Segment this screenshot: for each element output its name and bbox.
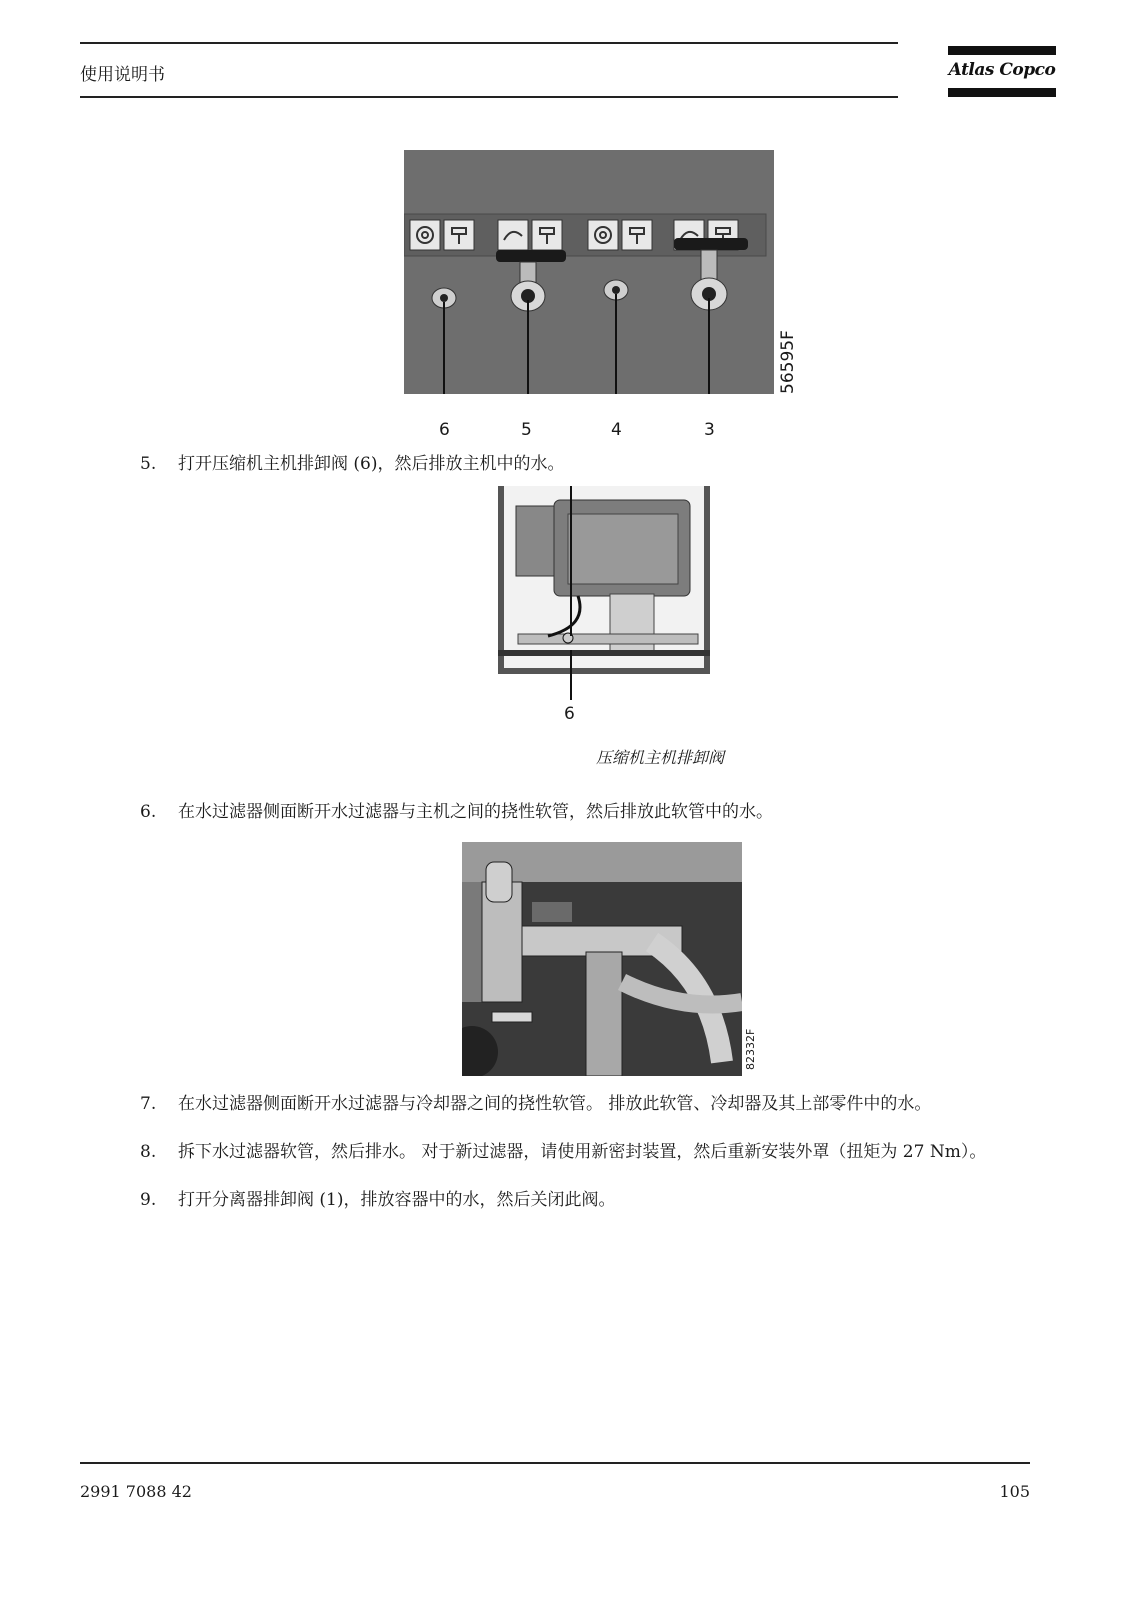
step-7 [140, 1093, 1040, 1137]
drain-valves-illustration [404, 150, 774, 394]
step-number: 5. [140, 454, 157, 474]
step-number: 7. [140, 1094, 157, 1114]
step-number: 9. [140, 1190, 157, 1210]
drain-valves-figure [404, 150, 774, 394]
figure1-code: 56595F [778, 330, 798, 394]
step-8 [140, 1141, 1040, 1185]
atlas-copco-logo [948, 46, 1056, 100]
compressor-drain-illustration [498, 486, 710, 674]
callout-3: 3 [704, 420, 715, 440]
figure2-callout-6: 6 [564, 704, 575, 724]
step-text: 拆下水过滤器软管，然后排水。 对于新过滤器，请使用新密封装置，然后重新安装外罩（扭矩为 27 Nm）。 [178, 1142, 987, 1162]
footer-rule [80, 1462, 1030, 1464]
step-5 [140, 453, 1040, 475]
step-text: 打开分离器排卸阀 (1)，排放容器中的水，然后关闭此阀。 [178, 1190, 616, 1210]
water-filter-photo [462, 842, 742, 1076]
header-bottom-rule [80, 96, 898, 98]
step-number: 6. [140, 802, 157, 822]
callout-4: 4 [611, 420, 622, 440]
figure2-caption: 压缩机主机排卸阀 [595, 748, 724, 767]
document-number: 2991 7088 42 [80, 1482, 192, 1501]
figure3-code: 82332F [744, 1028, 757, 1070]
figure2-leader-line [570, 650, 572, 700]
callout-5: 5 [521, 420, 532, 440]
document-title: 使用说明书 [80, 65, 165, 85]
step-text: 打开压缩机主机排卸阀 (6)，然后排放主机中的水。 [178, 454, 565, 474]
page-number: 105 [999, 1482, 1030, 1501]
callout-6: 6 [439, 420, 450, 440]
brand-name: Atlas Copco [948, 60, 1056, 80]
step-text: 在水过滤器侧面断开水过滤器与冷却器之间的挠性软管。 排放此软管、冷却器及其上部零件中的水。 [178, 1094, 932, 1114]
water-filter-illustration [462, 842, 742, 1076]
header-top-rule [80, 42, 898, 44]
step-number: 8. [140, 1142, 157, 1162]
step-6 [140, 801, 1040, 823]
step-text: 在水过滤器侧面断开水过滤器与主机之间的挠性软管，然后排放此软管中的水。 [178, 802, 773, 822]
step-9 [140, 1189, 1040, 1211]
compressor-drain-figure [498, 486, 710, 674]
